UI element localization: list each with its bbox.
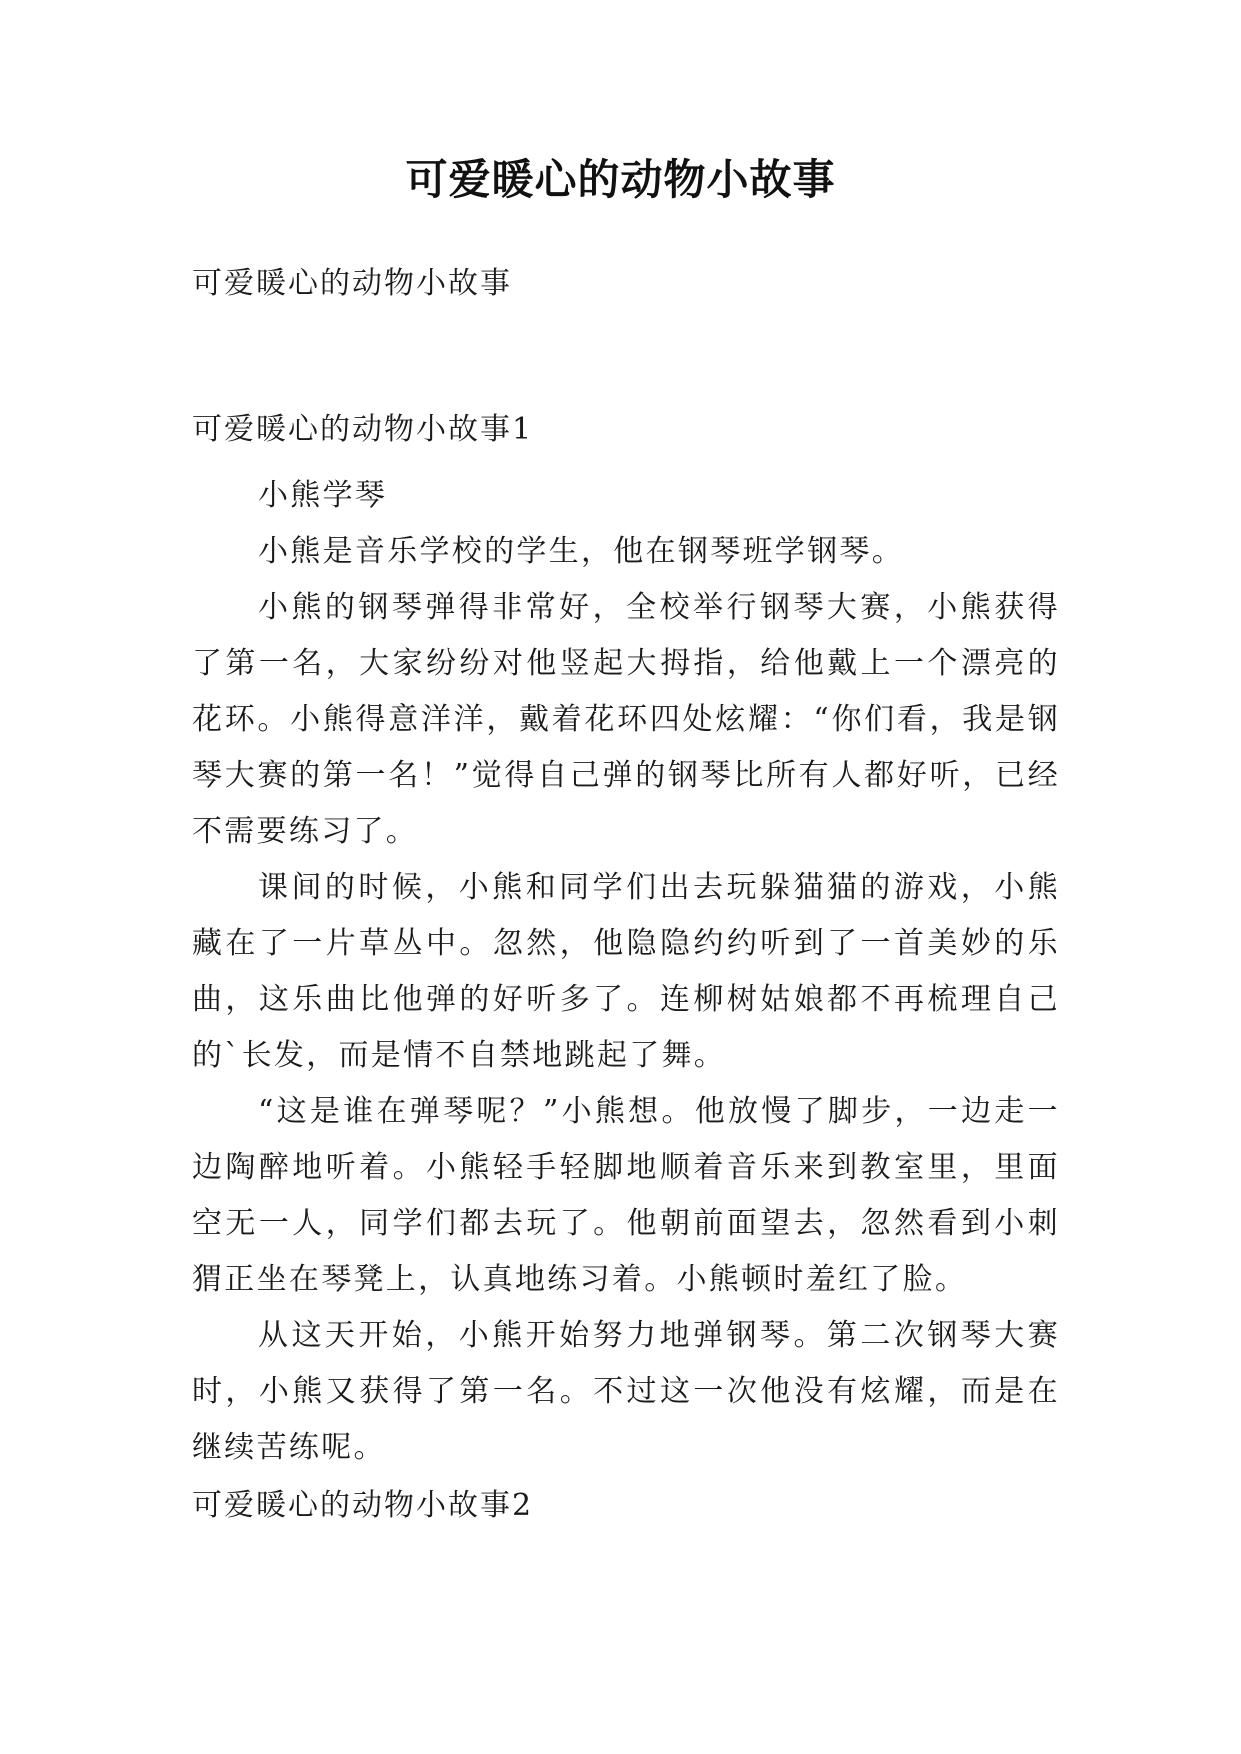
document-title: 可爱暖心的动物小故事 [405, 155, 836, 204]
story-1-name: 小熊学琴 [258, 478, 388, 513]
story-1-paragraph-1: 小熊是音乐学校的学生，他在钢琴班学钢琴。 [258, 534, 904, 569]
document-body [192, 408, 1060, 1528]
story-1-paragraph-5: 从这天开始，小熊开始努力地弹钢琴。第二次钢琴大赛时，小熊又获得了第一名。不过这一次他没有炫耀，而是在继续苦练呢。 [192, 1318, 1060, 1465]
story-1-paragraph-4: “这是谁在弹琴呢？”小熊想。他放慢了脚步，一边走一边陶醉地听着。小熊轻手轻脚地顺着音乐来到教室里，里面空无一人，同学们都去玩了。他朝前面望去，忽然看到小刺猬正坐在琴凳上，认真地练习着。小熊顿时羞红了脸。 [192, 1094, 1060, 1297]
story-1-heading: 可爱暖心的动物小故事1 [192, 412, 534, 447]
document-subtitle: 可爱暖心的动物小故事 [192, 266, 512, 301]
story-1-paragraph-3: 课间的时候，小熊和同学们出去玩躲猫猫的游戏，小熊藏在了一片草丛中。忽然，他隐隐约约听到了一首美妙的乐曲，这乐曲比他弹的好听多了。连柳树姑娘都不再梳理自己的`长发，而是情不自禁地跳起了舞。 [192, 870, 1060, 1073]
story-1-paragraph-2: 小熊的钢琴弹得非常好，全校举行钢琴大赛，小熊获得了第一名，大家纷纷对他竖起大拇指，给他戴上一个漂亮的花环。小熊得意洋洋，戴着花环四处炫耀：“你们看，我是钢琴大赛的第一名！”觉得自己弹的钢琴比所有人都好听，已经不需要练习了。 [192, 590, 1060, 849]
story-2-heading: 可爱暖心的动物小故事2 [192, 1488, 534, 1523]
